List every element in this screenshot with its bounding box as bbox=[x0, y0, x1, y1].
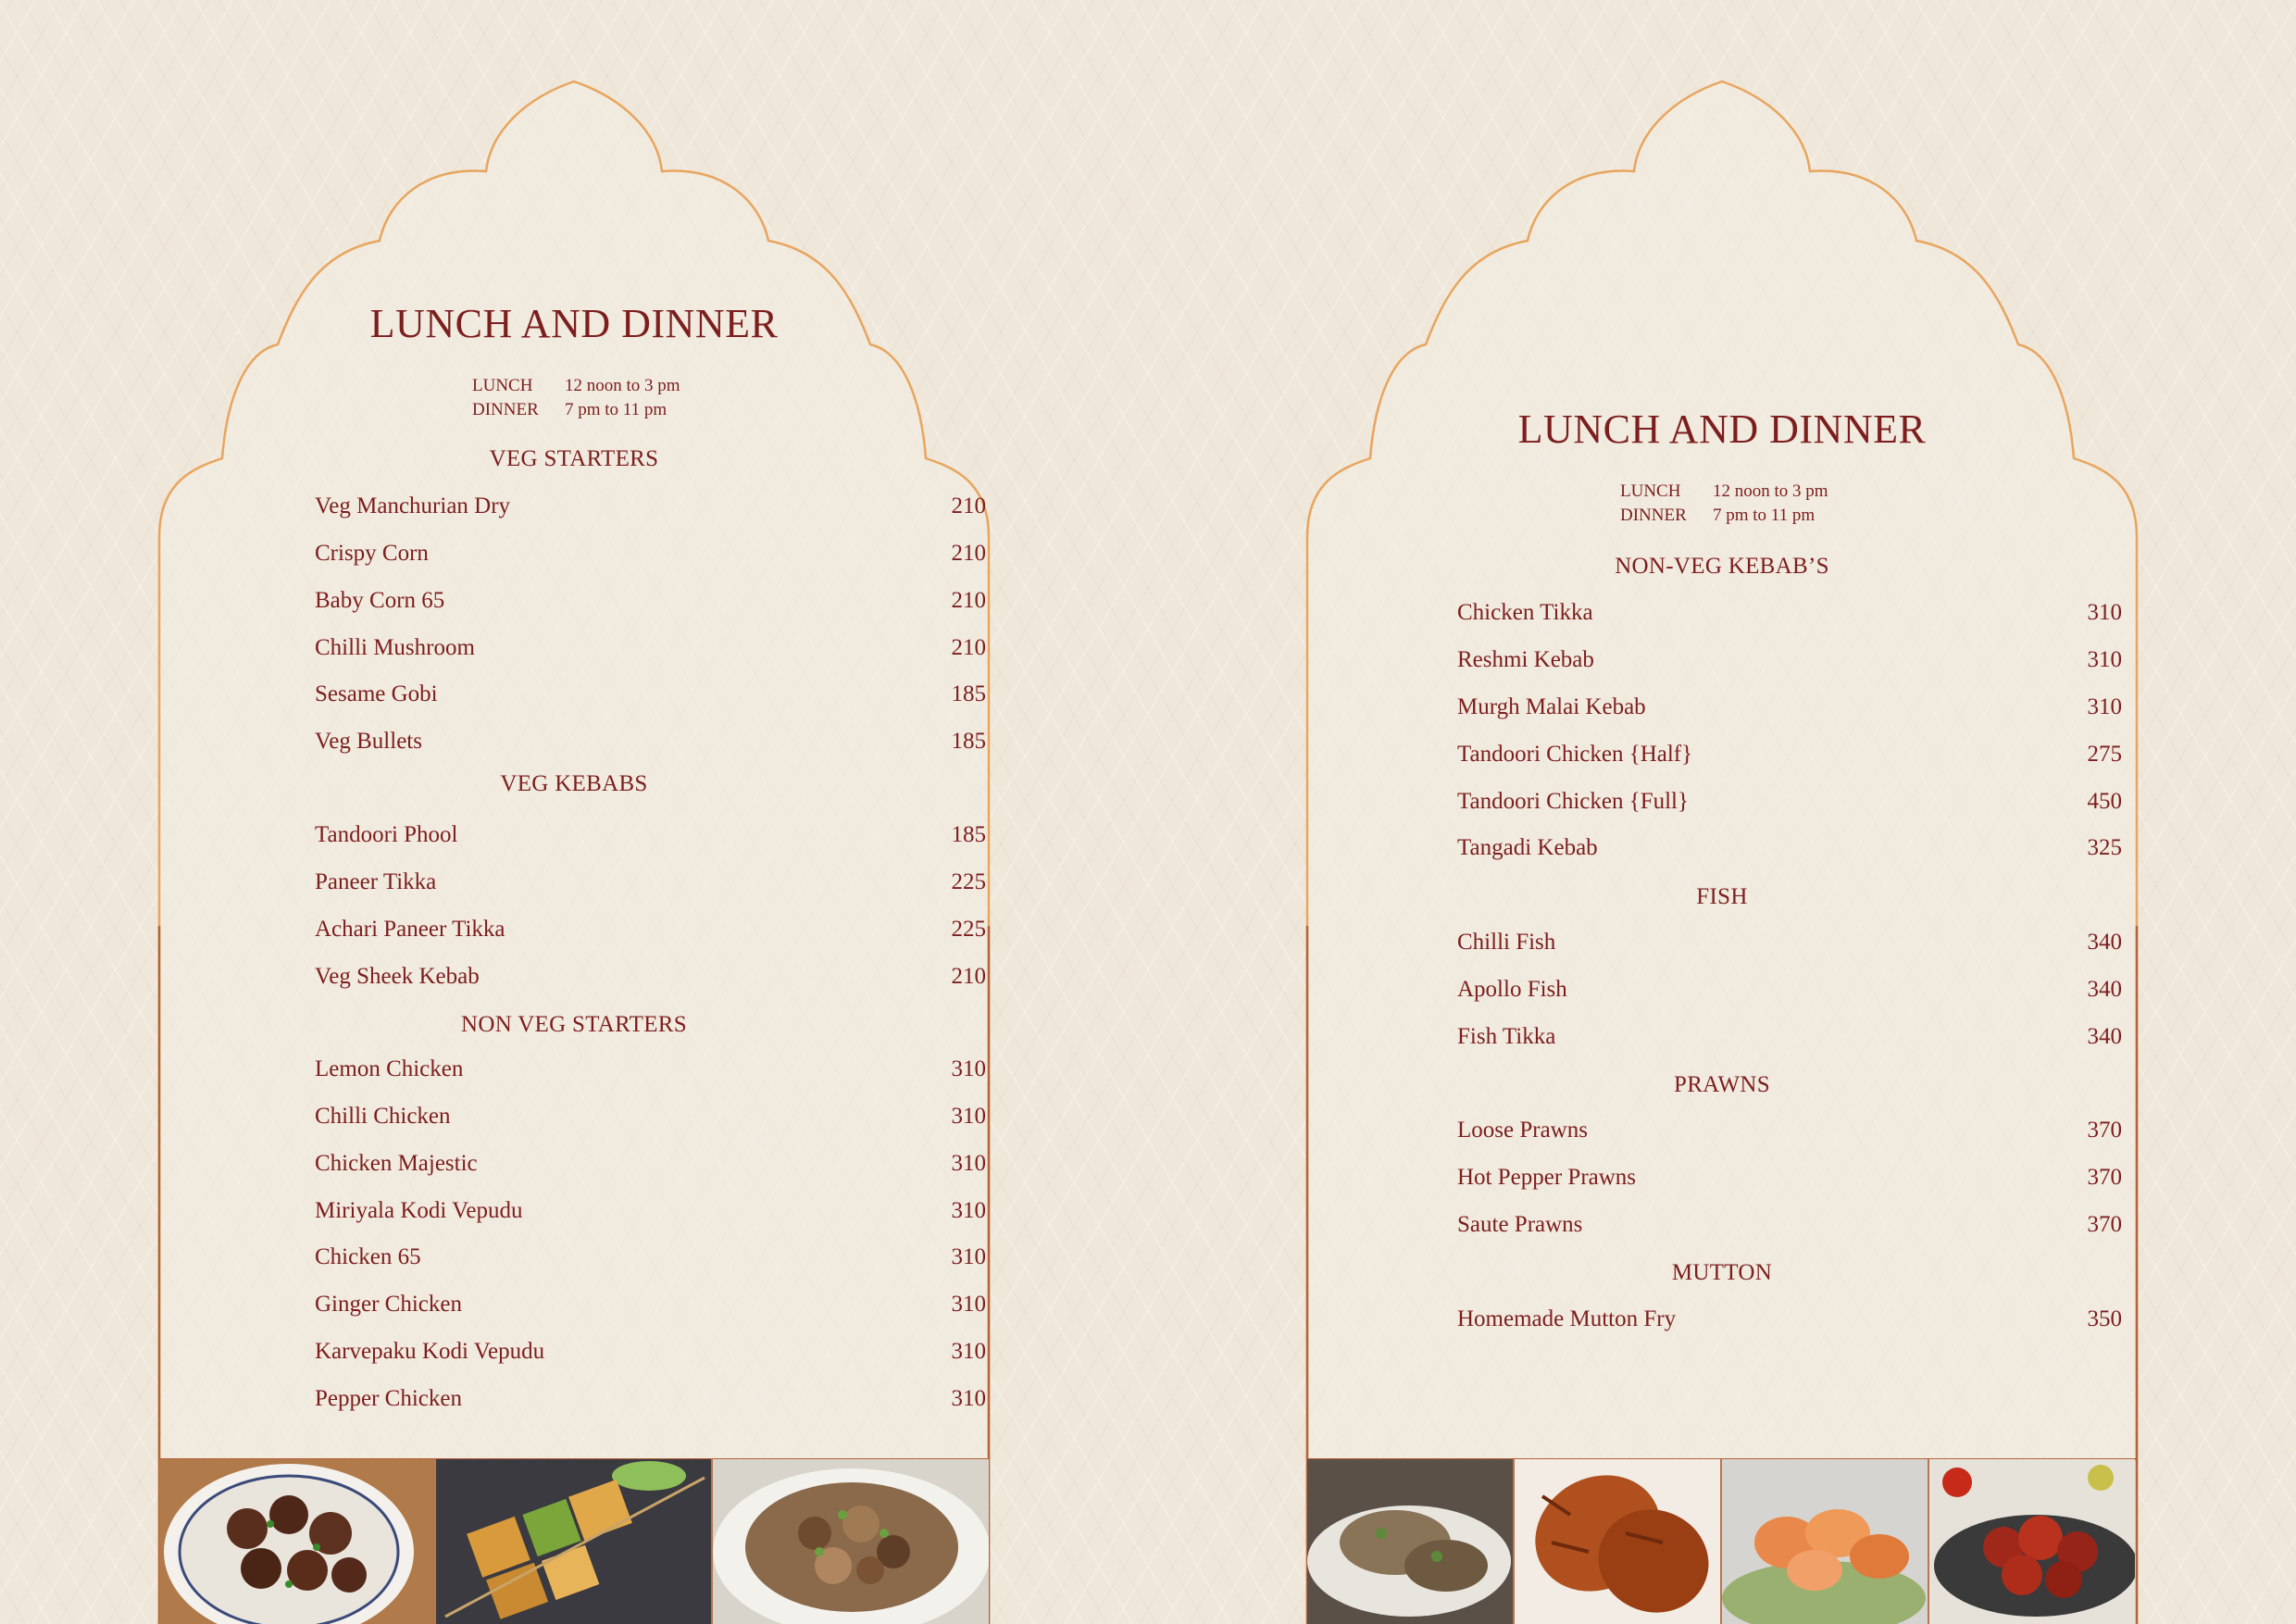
item-name: Veg Bullets bbox=[315, 729, 422, 754]
menu-item bbox=[315, 1386, 986, 1423]
menu-item bbox=[315, 541, 986, 578]
menu-item bbox=[315, 1244, 986, 1281]
menu-item bbox=[315, 729, 986, 766]
item-price: 325 bbox=[2087, 835, 2122, 860]
section-heading: VEG STARTERS bbox=[489, 446, 659, 471]
left-menu-panel bbox=[157, 0, 991, 1624]
menu-item bbox=[1457, 977, 2128, 1014]
item-price: 210 bbox=[951, 541, 986, 566]
menu-item bbox=[1457, 647, 2128, 684]
menu-item bbox=[315, 917, 986, 954]
page-title: LUNCH AND DINNER bbox=[1517, 406, 1927, 452]
item-price: 310 bbox=[951, 1292, 986, 1317]
food-photo-strip bbox=[159, 1459, 989, 1624]
grilled-fish-photo bbox=[1307, 1459, 1515, 1624]
item-name: Paneer Tikka bbox=[315, 869, 437, 894]
item-name: Achari Paneer Tikka bbox=[315, 917, 505, 942]
hours-label: LUNCH bbox=[472, 376, 533, 395]
menu-item bbox=[315, 1104, 986, 1141]
menu-item bbox=[315, 822, 986, 859]
item-name: Veg Manchurian Dry bbox=[315, 493, 511, 518]
opening-hours bbox=[1620, 480, 1861, 528]
veg-bullets-photo bbox=[159, 1459, 436, 1624]
item-price: 310 bbox=[951, 1386, 986, 1411]
item-name: Fish Tikka bbox=[1457, 1024, 1556, 1049]
item-name: Chilli Mushroom bbox=[315, 635, 475, 660]
item-price: 225 bbox=[951, 917, 986, 942]
item-name: Chicken Tikka bbox=[1457, 600, 1593, 625]
fried-fish-photo bbox=[1515, 1459, 1722, 1624]
chicken-dish-photo bbox=[713, 1459, 989, 1624]
section-heading: PRAWNS bbox=[1674, 1072, 1770, 1097]
menu-item bbox=[315, 1151, 986, 1188]
menu-item bbox=[315, 1339, 986, 1376]
menu-item bbox=[315, 1292, 986, 1329]
item-name: Veg Sheek Kebab bbox=[315, 964, 480, 989]
item-name: Chicken Majestic bbox=[315, 1151, 478, 1176]
item-price: 310 bbox=[951, 1056, 986, 1081]
item-price: 310 bbox=[951, 1244, 986, 1269]
menu-item bbox=[1457, 789, 2128, 826]
item-name: Lemon Chicken bbox=[315, 1056, 464, 1081]
item-price: 310 bbox=[951, 1104, 986, 1129]
menu-item bbox=[315, 964, 986, 1001]
item-name: Hot Pepper Prawns bbox=[1457, 1165, 1637, 1190]
left-arch-frame bbox=[157, 0, 991, 1624]
item-price: 185 bbox=[951, 822, 986, 847]
item-name: Tangadi Kebab bbox=[1457, 835, 1598, 860]
item-name: Chilli Fish bbox=[1457, 930, 1556, 955]
item-price: 210 bbox=[951, 493, 986, 518]
item-price: 310 bbox=[951, 1339, 986, 1364]
item-name: Chilli Chicken bbox=[315, 1104, 451, 1129]
menu-item bbox=[315, 493, 986, 531]
item-name: Apollo Fish bbox=[1457, 977, 1567, 1002]
section-heading: MUTTON bbox=[1671, 1260, 1773, 1285]
section-heading: NON VEG STARTERS bbox=[461, 1012, 687, 1037]
menu-item bbox=[315, 635, 986, 672]
item-name: Tandoori Phool bbox=[315, 822, 458, 847]
item-price: 275 bbox=[2087, 742, 2122, 767]
item-price: 210 bbox=[951, 588, 986, 613]
item-price: 185 bbox=[951, 681, 986, 706]
right-menu-panel bbox=[1305, 0, 2139, 1624]
menu-item bbox=[1457, 835, 2128, 872]
menu-item bbox=[1457, 1118, 2128, 1155]
menu-item bbox=[1457, 1306, 2128, 1343]
menu-item bbox=[1457, 1024, 2128, 1061]
item-price: 340 bbox=[2087, 977, 2122, 1002]
hours-value: 7 pm to 11 pm bbox=[1713, 506, 1816, 525]
item-name: Tandoori Chicken {Half} bbox=[1457, 742, 1693, 767]
item-price: 350 bbox=[2087, 1306, 2122, 1331]
item-price: 340 bbox=[2087, 1024, 2122, 1049]
item-name: Murgh Malai Kebab bbox=[1457, 694, 1646, 719]
menu-item bbox=[1457, 1212, 2128, 1249]
hours-value: 12 noon to 3 pm bbox=[565, 376, 680, 395]
item-price: 185 bbox=[951, 729, 986, 754]
prawns-photo bbox=[1722, 1459, 1929, 1624]
item-name: Ginger Chicken bbox=[315, 1292, 462, 1317]
menu-item bbox=[1457, 600, 2296, 637]
menu-item bbox=[1457, 694, 2128, 731]
item-name: Reshmi Kebab bbox=[1457, 647, 1594, 672]
item-price: 210 bbox=[951, 635, 986, 660]
opening-hours bbox=[472, 374, 713, 422]
section-heading: VEG KEBABS bbox=[500, 771, 648, 796]
item-price: 370 bbox=[2087, 1212, 2122, 1237]
item-name: Crispy Corn bbox=[315, 541, 429, 566]
hours-label: DINNER bbox=[472, 400, 539, 419]
item-price: 370 bbox=[2087, 1165, 2122, 1190]
menu-item bbox=[315, 1056, 986, 1093]
hours-label: LUNCH bbox=[1620, 481, 1681, 501]
hours-value: 7 pm to 11 pm bbox=[565, 400, 668, 419]
menu-item bbox=[1457, 742, 2128, 779]
section-heading: NON-VEG KEBAB’S bbox=[1615, 554, 1829, 579]
item-price: 310 bbox=[2087, 600, 2122, 625]
item-price: 340 bbox=[2087, 930, 2122, 955]
item-name: Saute Prawns bbox=[1457, 1212, 1583, 1237]
item-price: 210 bbox=[951, 964, 986, 989]
item-name: Pepper Chicken bbox=[315, 1386, 462, 1411]
item-price: 225 bbox=[951, 869, 986, 894]
item-name: Tandoori Chicken {Full} bbox=[1457, 789, 1689, 814]
item-price: 370 bbox=[2087, 1118, 2122, 1143]
menu-item bbox=[1457, 1165, 2128, 1202]
menu-item bbox=[1457, 930, 2128, 967]
menu-item bbox=[315, 869, 986, 906]
menu-item bbox=[315, 588, 986, 625]
item-name: Miriyala Kodi Vepudu bbox=[315, 1198, 523, 1223]
item-name: Chicken 65 bbox=[315, 1244, 421, 1269]
menu-item bbox=[315, 1198, 986, 1235]
page-title: LUNCH AND DINNER bbox=[369, 301, 779, 346]
paneer-tikka-photo bbox=[436, 1459, 713, 1624]
menu-item bbox=[315, 681, 986, 718]
item-price: 310 bbox=[951, 1198, 986, 1223]
item-name: Karvepaku Kodi Vepudu bbox=[315, 1339, 545, 1364]
chilli-chicken-photo bbox=[1929, 1459, 2135, 1624]
section-heading: FISH bbox=[1696, 884, 1748, 909]
item-name: Baby Corn 65 bbox=[315, 588, 445, 613]
item-price: 310 bbox=[2087, 694, 2122, 719]
food-photo-strip bbox=[1307, 1459, 2137, 1624]
item-name: Homemade Mutton Fry bbox=[1457, 1306, 1677, 1331]
item-name: Sesame Gobi bbox=[315, 681, 438, 706]
item-price: 310 bbox=[951, 1151, 986, 1176]
item-price: 450 bbox=[2087, 789, 2122, 814]
hours-value: 12 noon to 3 pm bbox=[1713, 481, 1828, 501]
hours-label: DINNER bbox=[1620, 506, 1687, 525]
item-name: Loose Prawns bbox=[1457, 1118, 1588, 1143]
item-price: 310 bbox=[2087, 647, 2122, 672]
